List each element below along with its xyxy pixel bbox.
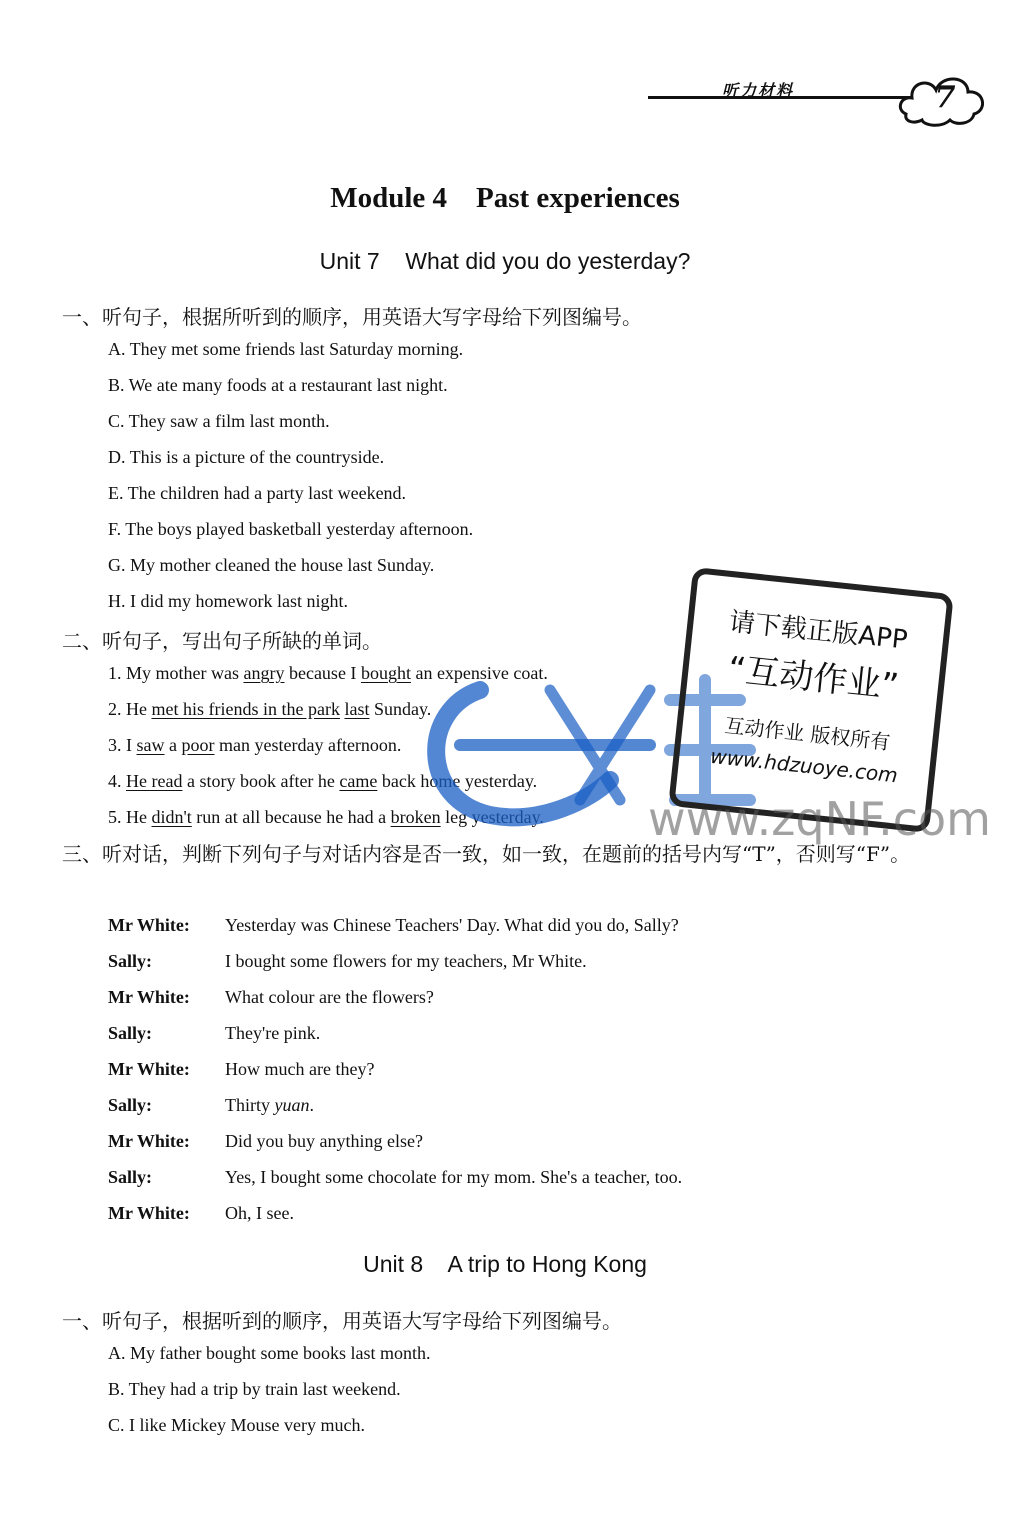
list-item: G. My mother cleaned the house last Sunday. <box>108 555 435 575</box>
speaker-name: Sally: <box>108 1023 153 1043</box>
sentence-text: Sunday. <box>369 699 432 719</box>
sentence-text: back home yesterday. <box>377 771 538 791</box>
header-label: 听力材料 <box>722 81 795 100</box>
sentence-text: He <box>121 699 152 719</box>
speaker-name: Sally: <box>108 1167 153 1187</box>
stamp-line: 请下载正版APP <box>727 607 909 656</box>
unit8-title: Unit 8 A trip to Hong Kong <box>363 1251 647 1277</box>
unit7-title: Unit 7 What did you do yesterday? <box>319 248 691 274</box>
dialogue-line <box>108 915 679 936</box>
dialogue-text: How much are they? <box>225 1059 375 1079</box>
dialogue-line <box>108 1095 314 1116</box>
list-item: A. My father bought some books last month. <box>108 1343 431 1363</box>
speaker-name: Mr White: <box>108 1131 190 1151</box>
dialogue-text: They're pink. <box>225 1023 321 1043</box>
dialogue-line <box>108 951 587 972</box>
dialogue-text: I bought some flowers for my teachers, Mr White. <box>225 951 587 971</box>
dialogue-text: What colour are the flowers? <box>225 987 434 1007</box>
sentence-text: an expensive coat. <box>410 663 548 683</box>
dialogue-italic: yuan <box>274 1095 310 1115</box>
dialogue-text: Thirty <box>225 1095 270 1115</box>
answer-word: bought <box>360 663 411 683</box>
dialogue-text: Oh, I see. <box>225 1203 294 1223</box>
speaker-name: Sally: <box>108 1095 153 1115</box>
speaker-name: Mr White: <box>108 1059 190 1079</box>
answer-word: angry <box>243 663 285 683</box>
watermark-url: www.zqNF.com <box>648 792 991 846</box>
list-item: C. They saw a film last month. <box>108 411 330 431</box>
unit8-sec1-heading: 一、听句子，根据听到的顺序，用英语大写字母给下列图编号。 <box>62 1309 622 1333</box>
speaker-name: Mr White: <box>108 987 190 1007</box>
sentence-text: a <box>164 735 182 755</box>
stamp-line: 互动作业 版权所有 <box>723 713 892 755</box>
stamp-line: “互动作业” <box>726 649 901 707</box>
fill-sentence <box>108 699 431 720</box>
sentence-text: I <box>121 735 137 755</box>
answer-word: saw <box>136 735 165 755</box>
dialogue-line <box>108 1167 682 1188</box>
list-item: E. The children had a party last weekend. <box>108 483 407 503</box>
unit7-sec2-heading: 二、听句子，写出句子所缺的单词。 <box>62 629 382 653</box>
sentence-number: 4. <box>108 771 122 791</box>
sentence-text: a story book after he <box>182 771 340 791</box>
speaker-name: Sally: <box>108 951 153 971</box>
dialogue-line <box>108 1059 374 1080</box>
dialogue-text: Yesterday was Chinese Teachers' Day. What did you do, Sally? <box>225 915 679 935</box>
unit7-sec1-heading: 一、听句子，根据所听到的顺序，用英语大写字母给下列图编号。 <box>62 305 642 329</box>
dialogue-line <box>108 1131 423 1152</box>
list-item: F. The boys played basketball yesterday afternoon. <box>108 519 474 539</box>
dialogue-text: Did you buy anything else? <box>225 1131 423 1151</box>
answer-word: didn't <box>151 807 192 827</box>
list-item: C. I like Mickey Mouse very much. <box>108 1415 365 1435</box>
module-title: Module 4 Past experiences <box>330 182 680 214</box>
sentence-number: 2. <box>108 699 122 719</box>
fill-sentence <box>108 735 401 756</box>
list-item: D. This is a picture of the countryside. <box>108 447 385 467</box>
sentence-text: run at all because he had a <box>191 807 391 827</box>
dialogue-line <box>108 1023 320 1044</box>
list-item: B. They had a trip by train last weekend. <box>108 1379 401 1399</box>
sentence-text: because I <box>284 663 361 683</box>
unit7-sec3-heading: 三、听对话，判断下列句子与对话内容是否一致，如一致，在题前的括号内写“T”，否则写“F”。 <box>62 842 911 866</box>
answer-word: met his friends in the park <box>151 699 340 719</box>
list-item: A. They met some friends last Saturday morning. <box>108 339 464 359</box>
speaker-name: Mr White: <box>108 1203 190 1223</box>
sentence-text: leg yesterday. <box>440 807 544 827</box>
sentence-number: 3. <box>108 735 122 755</box>
answer-word: He read <box>126 771 183 791</box>
answer-word: broken <box>390 807 441 827</box>
sentence-text: He <box>121 807 152 827</box>
speaker-name: Mr White: <box>108 915 190 935</box>
sentence-number: 5. <box>108 807 122 827</box>
dialogue-text: Yes, I bought some chocolate for my mom. She's a teacher, too. <box>225 1167 683 1187</box>
sentence-text: My mother was <box>121 663 244 683</box>
sentence-number: 1. <box>108 663 122 683</box>
answer-word: last <box>344 699 370 719</box>
sentence-text: man yesterday afternoon. <box>214 735 402 755</box>
dialogue-punct: . <box>309 1095 314 1115</box>
list-item: B. We ate many foods at a restaurant last night. <box>108 375 448 395</box>
stamp-line: www.hdzuoye.com <box>709 743 899 788</box>
answer-word: poor <box>181 735 215 755</box>
list-item: H. I did my homework last night. <box>108 591 348 611</box>
dialogue-line <box>108 1203 294 1224</box>
answer-word: came <box>339 771 378 791</box>
dialogue-line <box>108 987 434 1008</box>
page-number: 7 <box>934 80 956 115</box>
